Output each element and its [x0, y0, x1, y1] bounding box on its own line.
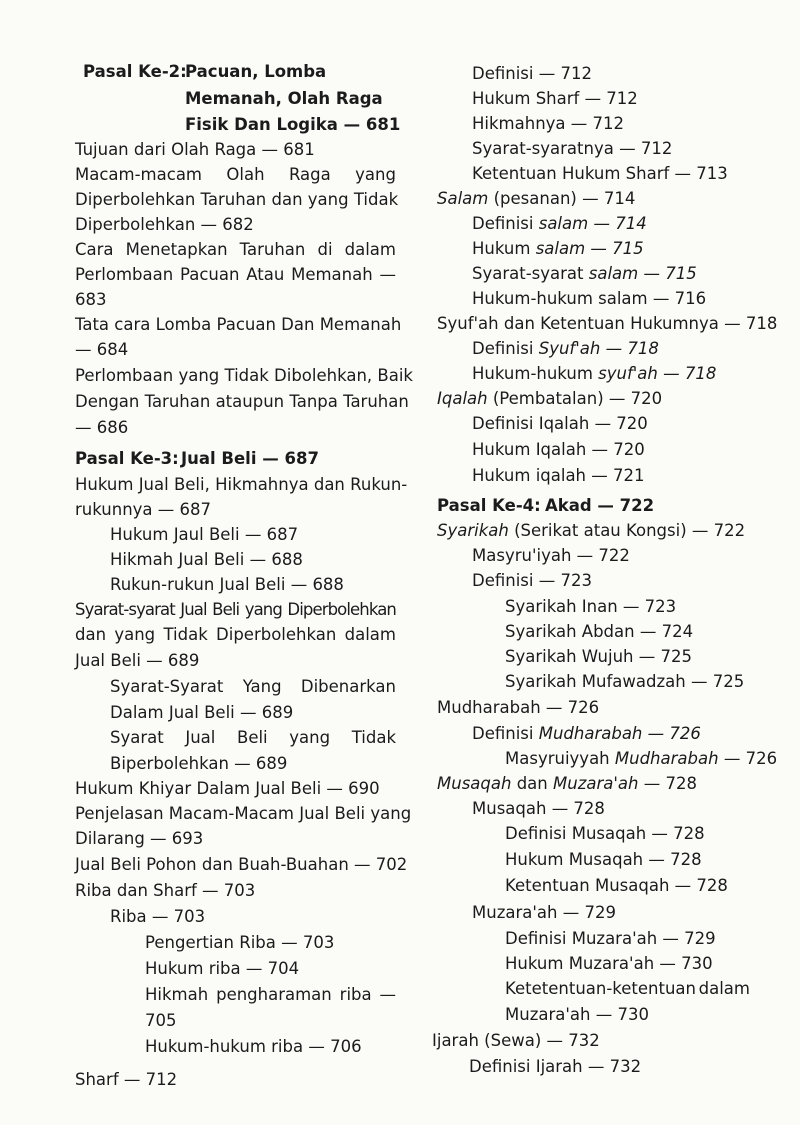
toc-subentry: Hukum-hukum salam — 716 [472, 289, 707, 308]
toc-subentry: Definisi salam — 714 [472, 214, 647, 233]
toc-subentry: Musaqah — 728 [472, 799, 605, 818]
toc-subsubentry-justified: Hikmah pengharaman riba — [145, 985, 396, 1004]
toc-entry: 683 [75, 290, 107, 309]
toc-entry: Syuf'ah dan Ketentuan Hukumnya — 718 [437, 314, 778, 333]
toc-subentry: Muzara'ah — 729 [472, 903, 616, 922]
toc-subsubentry: Syarikah Inan — 723 [505, 597, 677, 616]
toc-entry: Perlombaan yang Tidak Dibolehkan, Baik [75, 366, 413, 385]
toc-entry-justified: Macam-macam Olah Raga yang [75, 165, 396, 184]
toc-subentry: Hukum Sharf — 712 [472, 89, 638, 108]
toc-subentry: Hikmah Jual Beli — 688 [110, 550, 303, 569]
toc-subentry: Definisi Syuf'ah — 718 [472, 339, 659, 358]
pasal4-label: Pasal Ke-4: [437, 496, 541, 515]
toc-entry: Syarikah (Serikat atau Kongsi) — 722 [437, 521, 746, 540]
toc-subentry: Rukun-rukun Jual Beli — 688 [110, 575, 344, 594]
toc-subentry: Hukum-hukum syuf'ah — 718 [472, 364, 717, 383]
toc-subentry: Hukum Iqalah — 720 [472, 440, 645, 459]
toc-subentry: Riba — 703 [110, 907, 206, 926]
toc-subsubentry: Masyruiyyah Mudharabah — 726 [505, 749, 778, 768]
toc-subsubentry: Hukum Musaqah — 728 [505, 850, 702, 869]
toc-subentry: Definisi Iqalah — 720 [472, 414, 648, 433]
toc-subentry: Masyru'iyah — 722 [472, 546, 630, 565]
toc-entry: Cara Menetapkan Taruhan di dalam [75, 240, 396, 259]
toc-subsubentry: Syarikah Abdan — 724 [505, 622, 694, 641]
toc-entry: Salam (pesanan) — 714 [437, 189, 636, 208]
toc-entry: Dengan Taruhan ataupun Tanpa Taruhan [75, 392, 409, 411]
toc-subentry: Hukum iqalah — 721 [472, 466, 645, 485]
toc-entry: dan yang Tidak Diperbolehkan dalam [75, 625, 396, 644]
toc-entry: Jual Beli — 689 [75, 651, 200, 670]
pasal2-title-2: Memanah, Olah Raga [185, 89, 383, 108]
toc-entry: Tujuan dari Olah Raga — 681 [75, 140, 315, 159]
toc-subentry: Hikmahnya — 712 [472, 114, 625, 133]
toc-entry: Penjelasan Macam-Macam Jual Beli yang [75, 804, 412, 823]
toc-subsubentry: Pengertian Riba — 703 [145, 933, 335, 952]
toc-subentry: Hukum salam — 715 [472, 239, 644, 258]
toc-subsubentry: Ketentuan Musaqah — 728 [505, 876, 728, 895]
toc-subsubentry: Syarikah Mufawadzah — 725 [505, 672, 745, 691]
toc-entry: Perlombaan Pacuan Atau Memanah — [75, 265, 396, 284]
toc-entry: Musaqah dan Muzara'ah — 728 [437, 774, 697, 793]
toc-subsubentry: Definisi Muzara'ah — 729 [505, 929, 716, 948]
toc-entry: Ijarah (Sewa) — 732 [432, 1031, 600, 1050]
pasal2-label: Pasal Ke-2: [83, 62, 187, 81]
toc-subentry: Definisi — 712 [472, 64, 592, 83]
pasal3-title: Jual Beli — 687 [181, 449, 319, 468]
toc-subentry: Biperbolehkan — 689 [110, 754, 288, 773]
toc-subsubentry: Muzara'ah — 730 [505, 1005, 649, 1024]
toc-subentry: Syarat-syaratnya — 712 [472, 139, 673, 158]
toc-subentry-justified: Syarat Jual Beli yang Tidak [110, 728, 396, 747]
toc-entry: — 686 [75, 418, 129, 437]
toc-subentry: Ketentuan Hukum Sharf — 713 [472, 164, 728, 183]
toc-entry: Dilarang — 693 [75, 829, 204, 848]
toc-subentry: Definisi Ijarah — 732 [469, 1057, 642, 1076]
toc-subentry: Definisi Mudharabah — 726 [472, 724, 701, 743]
toc-entry: — 684 [75, 340, 129, 359]
toc-subentry: Definisi — 723 [472, 571, 592, 590]
toc-subentry-justified: Syarat-Syarat Yang Dibenarkan [110, 677, 396, 696]
pasal2-title-1: Pacuan, Lomba [185, 62, 327, 81]
toc-subentry: Hukum Jaul Beli — 687 [110, 525, 299, 544]
toc-entry: Iqalah (Pembatalan) — 720 [437, 389, 663, 408]
toc-subentry: Syarat-syarat salam — 715 [472, 264, 697, 283]
pasal4-title: Akad — 722 [545, 496, 655, 515]
toc-subsubentry: Syarikah Wujuh — 725 [505, 647, 692, 666]
toc-entry: Hukum Khiyar Dalam Jual Beli — 690 [75, 779, 380, 798]
pasal2-title-3: Fisik Dan Logika — 681 [185, 115, 401, 134]
toc-entry: Diperbolehkan — 682 [75, 215, 254, 234]
toc-entry: Riba dan Sharf — 703 [75, 881, 256, 900]
toc-entry: Hukum Jual Beli, Hikmahnya dan Rukun- [75, 475, 408, 494]
toc-subentry: Dalam Jual Beli — 689 [110, 703, 294, 722]
toc-subsubentry: Definisi Musaqah — 728 [505, 824, 705, 843]
toc-entry: Diperbolehkan Taruhan dan yang Tidak [75, 190, 399, 209]
toc-subsubentry: Hukum-hukum riba — 706 [145, 1037, 362, 1056]
toc-entry: Tata cara Lomba Pacuan Dan Memanah [75, 315, 402, 334]
toc-subsubentry: Hukum riba — 704 [145, 959, 300, 978]
toc-entry: Syarat-syarat Jual Beli yang Diperbolehkan [75, 600, 396, 619]
toc-subsubentry-justified: Ketetentuan-ketentuan dalam [505, 979, 750, 998]
toc-subsubentry: 705 [145, 1011, 177, 1030]
toc-entry: rukunnya — 687 [75, 500, 212, 519]
toc-subsubentry: Hukum Muzara'ah — 730 [505, 954, 713, 973]
toc-entry: Jual Beli Pohon dan Buah-Buahan — 702 [75, 855, 408, 874]
toc-entry: Sharf — 712 [75, 1070, 178, 1089]
toc-entry: Mudharabah — 726 [437, 698, 600, 717]
pasal3-label: Pasal Ke-3: [75, 449, 179, 468]
